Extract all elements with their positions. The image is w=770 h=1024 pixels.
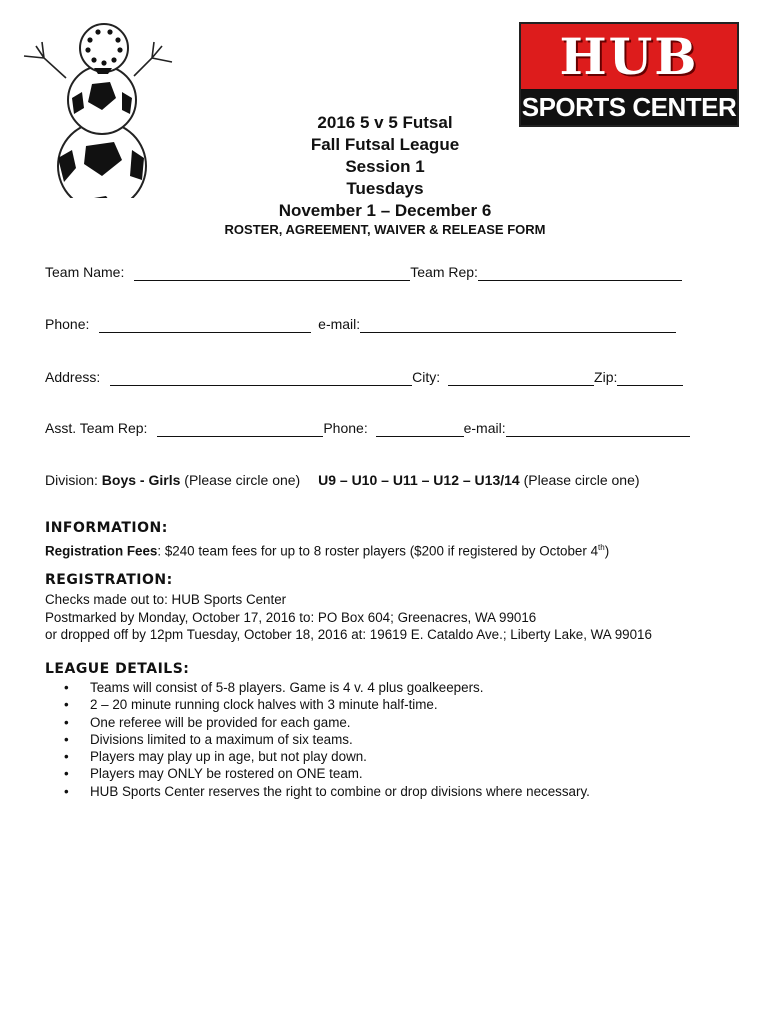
asst-rep-label: Asst. Team Rep: [45,420,148,436]
asst-rep-field[interactable] [157,421,323,437]
list-item: • Teams will consist of 5-8 players. Game is 4 v. 4 plus goalkeepers. [45,679,590,696]
fees-label: Registration Fees [45,543,158,559]
logo-hub-text: HUB [559,27,699,86]
list-item: • 2 – 20 minute running clock halves with 3 minute half-time. [45,696,590,713]
division-row [45,471,685,489]
email-label: e-mail: [318,316,361,332]
phone-label: Phone: [45,316,90,332]
age-group-options[interactable]: U9 – U10 – U11 – U12 – U13/14 [318,472,520,488]
asst-rep-row [45,419,685,437]
registration-text [45,591,745,644]
address-row [45,368,685,386]
phone-field[interactable] [99,317,311,333]
fees-end: ) [604,543,610,559]
title-line: Tuesdays [346,179,424,198]
form-subtitle: ROSTER, AGREEMENT, WAIVER & RELEASE FORM [224,222,546,237]
asst-phone-field[interactable] [376,421,464,437]
phone-row [45,315,685,333]
city-field[interactable] [448,370,594,386]
team-rep-field[interactable] [478,265,682,281]
form-title [200,112,570,222]
asst-email-label: e-mail: [463,420,506,436]
age-circle-note: (Please circle one) [523,472,640,488]
list-item: • One referee will be provided for each game. [45,714,590,731]
registration-heading: REGISTRATION: [45,572,173,588]
team-rep-label: Team Rep: [410,264,478,280]
address-field[interactable] [110,370,412,386]
registration-line: or dropped off by 12pm Tuesday, October 18, 2016 at: 19619 E. Cataldo Ave.; Liberty Lake, WA 99016 [45,627,652,642]
team-name-field[interactable] [134,265,410,281]
soccer-ball-snowman-image [14,18,184,198]
registration-line: Postmarked by Monday, October 17, 2016 to: PO Box 604; Greenacres, WA 99016 [45,609,537,625]
fees-text: : $240 team fees for up to 8 roster players ($200 if registered by October 4 [157,543,599,559]
zip-field[interactable] [617,370,683,386]
fees-superscript: th [598,543,605,552]
team-name-label: Team Name: [45,264,125,280]
city-label: City: [412,369,441,385]
asst-email-field[interactable] [506,421,690,437]
league-details-list [45,679,590,800]
registration-line: Checks made out to: HUB Sports Center [45,592,287,607]
email-field[interactable] [360,317,676,333]
division-options[interactable]: Boys - Girls [101,472,181,488]
list-item: • HUB Sports Center reserves the right to combine or drop divisions where necessary. [45,783,590,800]
list-item: • Divisions limited to a maximum of six teams. [45,731,590,748]
list-item: • Players may play up in age, but not play down. [45,748,590,765]
logo-sports-center-text: SPORTS CENTER [521,89,737,125]
division-label: Division: [45,472,98,488]
asst-phone-label: Phone: [323,420,368,436]
league-details-heading: LEAGUE DETAILS: [45,661,190,677]
address-label: Address: [45,369,101,385]
information-heading: INFORMATION: [45,520,168,536]
zip-label: Zip: [594,369,618,385]
title-line: 2016 5 v 5 Futsal [317,113,453,132]
title-line: Fall Futsal League [310,135,460,154]
division-circle-note: (Please circle one) [184,472,301,488]
title-line: November 1 – December 6 [278,201,492,220]
team-row [45,263,685,281]
registration-fees-text [45,539,745,560]
list-item: • Players may ONLY be rostered on ONE team. [45,765,590,782]
title-line: Session 1 [345,157,425,176]
